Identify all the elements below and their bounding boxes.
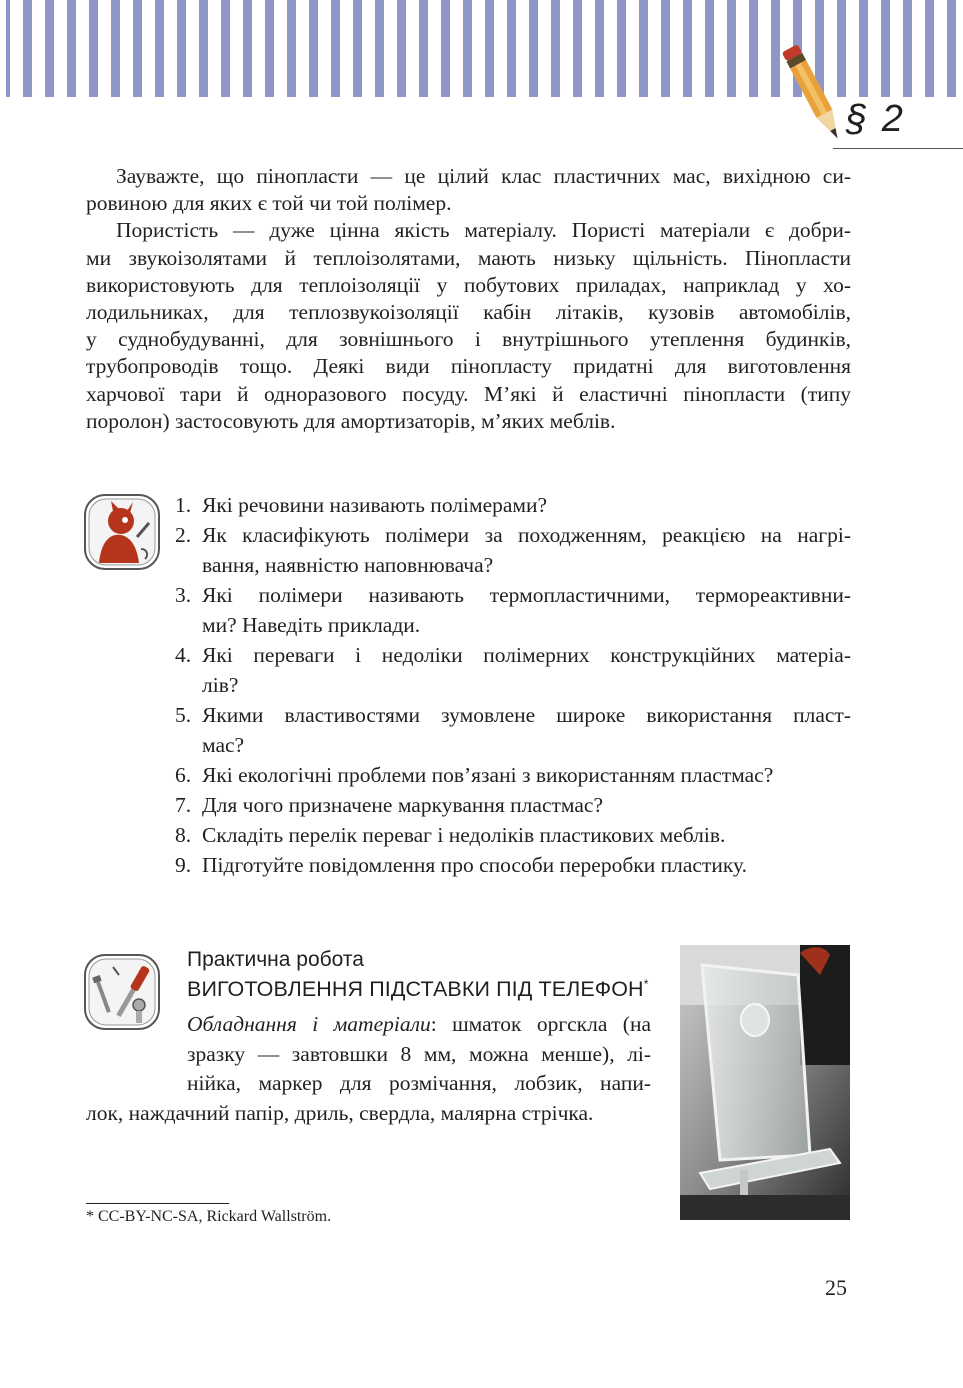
question-number: 5. (175, 703, 192, 727)
body-line: у суднобудуванні, для зовнішнього і внутрішнього утеплення будинків, (86, 327, 851, 352)
practical-title-text: ВИГОТОВЛЕННЯ ПІДСТАВКИ ПІД ТЕЛЕФОН (187, 977, 644, 1002)
question-number: 9. (175, 853, 192, 877)
question-item (175, 640, 851, 700)
equipment-text: : шматок оргскла (на (430, 1012, 652, 1036)
body-line: харчової тари й одноразового посуду. М’які й еластичні пінопласти (типу (86, 381, 851, 406)
footnote-mark: * (643, 977, 649, 991)
question-line: ми? Наведіть приклади. (202, 613, 421, 637)
question-line: Складіть перелік переваг і недоліків пластикових меблів. (202, 823, 726, 847)
equipment-line: нійка, маркер для розмічання, лобзик, напи- (187, 1071, 651, 1095)
equipment-label: Обладнання і матеріали (187, 1012, 431, 1036)
question-number: 3. (175, 583, 192, 607)
thinker-icon (83, 493, 161, 571)
body-line: лодильниках, для теплозвукоізоляції кабін літаків, кузовів автомобілів, (86, 300, 851, 325)
question-item (175, 700, 851, 760)
practical-work-title (187, 977, 648, 1002)
question-line: Якими властивостями зумовлене широке використання пласт- (202, 703, 851, 727)
body-line: Зауважте, що пінопласти — це цілий клас пластичних мас, вихідною си- (116, 164, 851, 188)
question-line: Підготуйте повідомлення про способи переробки пластику. (202, 853, 747, 877)
question-item (175, 820, 851, 850)
question-item (175, 790, 851, 820)
question-item (175, 490, 851, 520)
question-line: Для чого призначене маркування пластмас? (202, 793, 603, 817)
question-number: 4. (175, 643, 192, 667)
body-line: ми звукоізолятами й теплоізолятами, мають низьку щільність. Пінопласти (86, 245, 851, 270)
body-paragraphs (86, 163, 851, 435)
question-item (175, 580, 851, 640)
body-line: використовують для теплоізоляції у побутових приладах, наприклад у хо- (86, 272, 851, 297)
equipment-line (86, 1010, 651, 1040)
pencil-icon (780, 40, 850, 152)
equipment-line: лок, наждачний папір, дриль, свердла, малярна стрічка. (86, 1100, 594, 1125)
question-line: лів? (202, 673, 239, 697)
body-line: Пористість — дуже цінна якість матеріалу. Пористі матеріали є добри- (116, 218, 851, 243)
question-number: 6. (175, 763, 192, 787)
question-line: мас? (202, 733, 245, 757)
question-line: вання, наявністю наповнювача? (202, 553, 494, 577)
questions-list (175, 490, 851, 880)
question-line: Які екологічні проблеми пов’язані з використанням пластмас? (202, 763, 774, 787)
question-item (175, 850, 851, 880)
page-number: 25 (825, 1275, 847, 1300)
body-line: трубопроводів тощо. Деякі види пінопласту придатні для виготовлення (86, 354, 851, 379)
equipment-paragraph (86, 1010, 651, 1128)
section-tab-line (833, 148, 963, 149)
question-number: 8. (175, 823, 192, 847)
footnote: * CC-BY-NC-SA, Rickard Wallström. (86, 1208, 332, 1225)
practical-work-label: Практична робота (187, 948, 364, 971)
question-line: Які речовини називають полімерами? (202, 493, 548, 517)
question-number: 7. (175, 793, 192, 817)
body-line: поролон) застосовують для амортизаторів, м’яких меблів. (86, 408, 616, 433)
question-item (175, 760, 851, 790)
question-line: Які полімери називають термопластичними, термореактивни- (202, 583, 851, 607)
question-item (175, 520, 851, 580)
phone-stand-photo (680, 945, 850, 1220)
section-mark: § 2 (846, 98, 905, 140)
footnote-rule (86, 1203, 229, 1204)
question-line: Як класифікують полімери за походженням, реакцією на нагрі- (202, 523, 851, 547)
equipment-line: зразку — завтовшки 8 мм, можна менше), лі- (187, 1041, 651, 1066)
question-line: Які переваги і недоліки полімерних конструкційних матеріа- (202, 643, 851, 667)
question-number: 2. (175, 523, 192, 547)
body-line: ровиною для яких є той чи той полімер. (86, 191, 452, 216)
question-number: 1. (175, 493, 192, 517)
